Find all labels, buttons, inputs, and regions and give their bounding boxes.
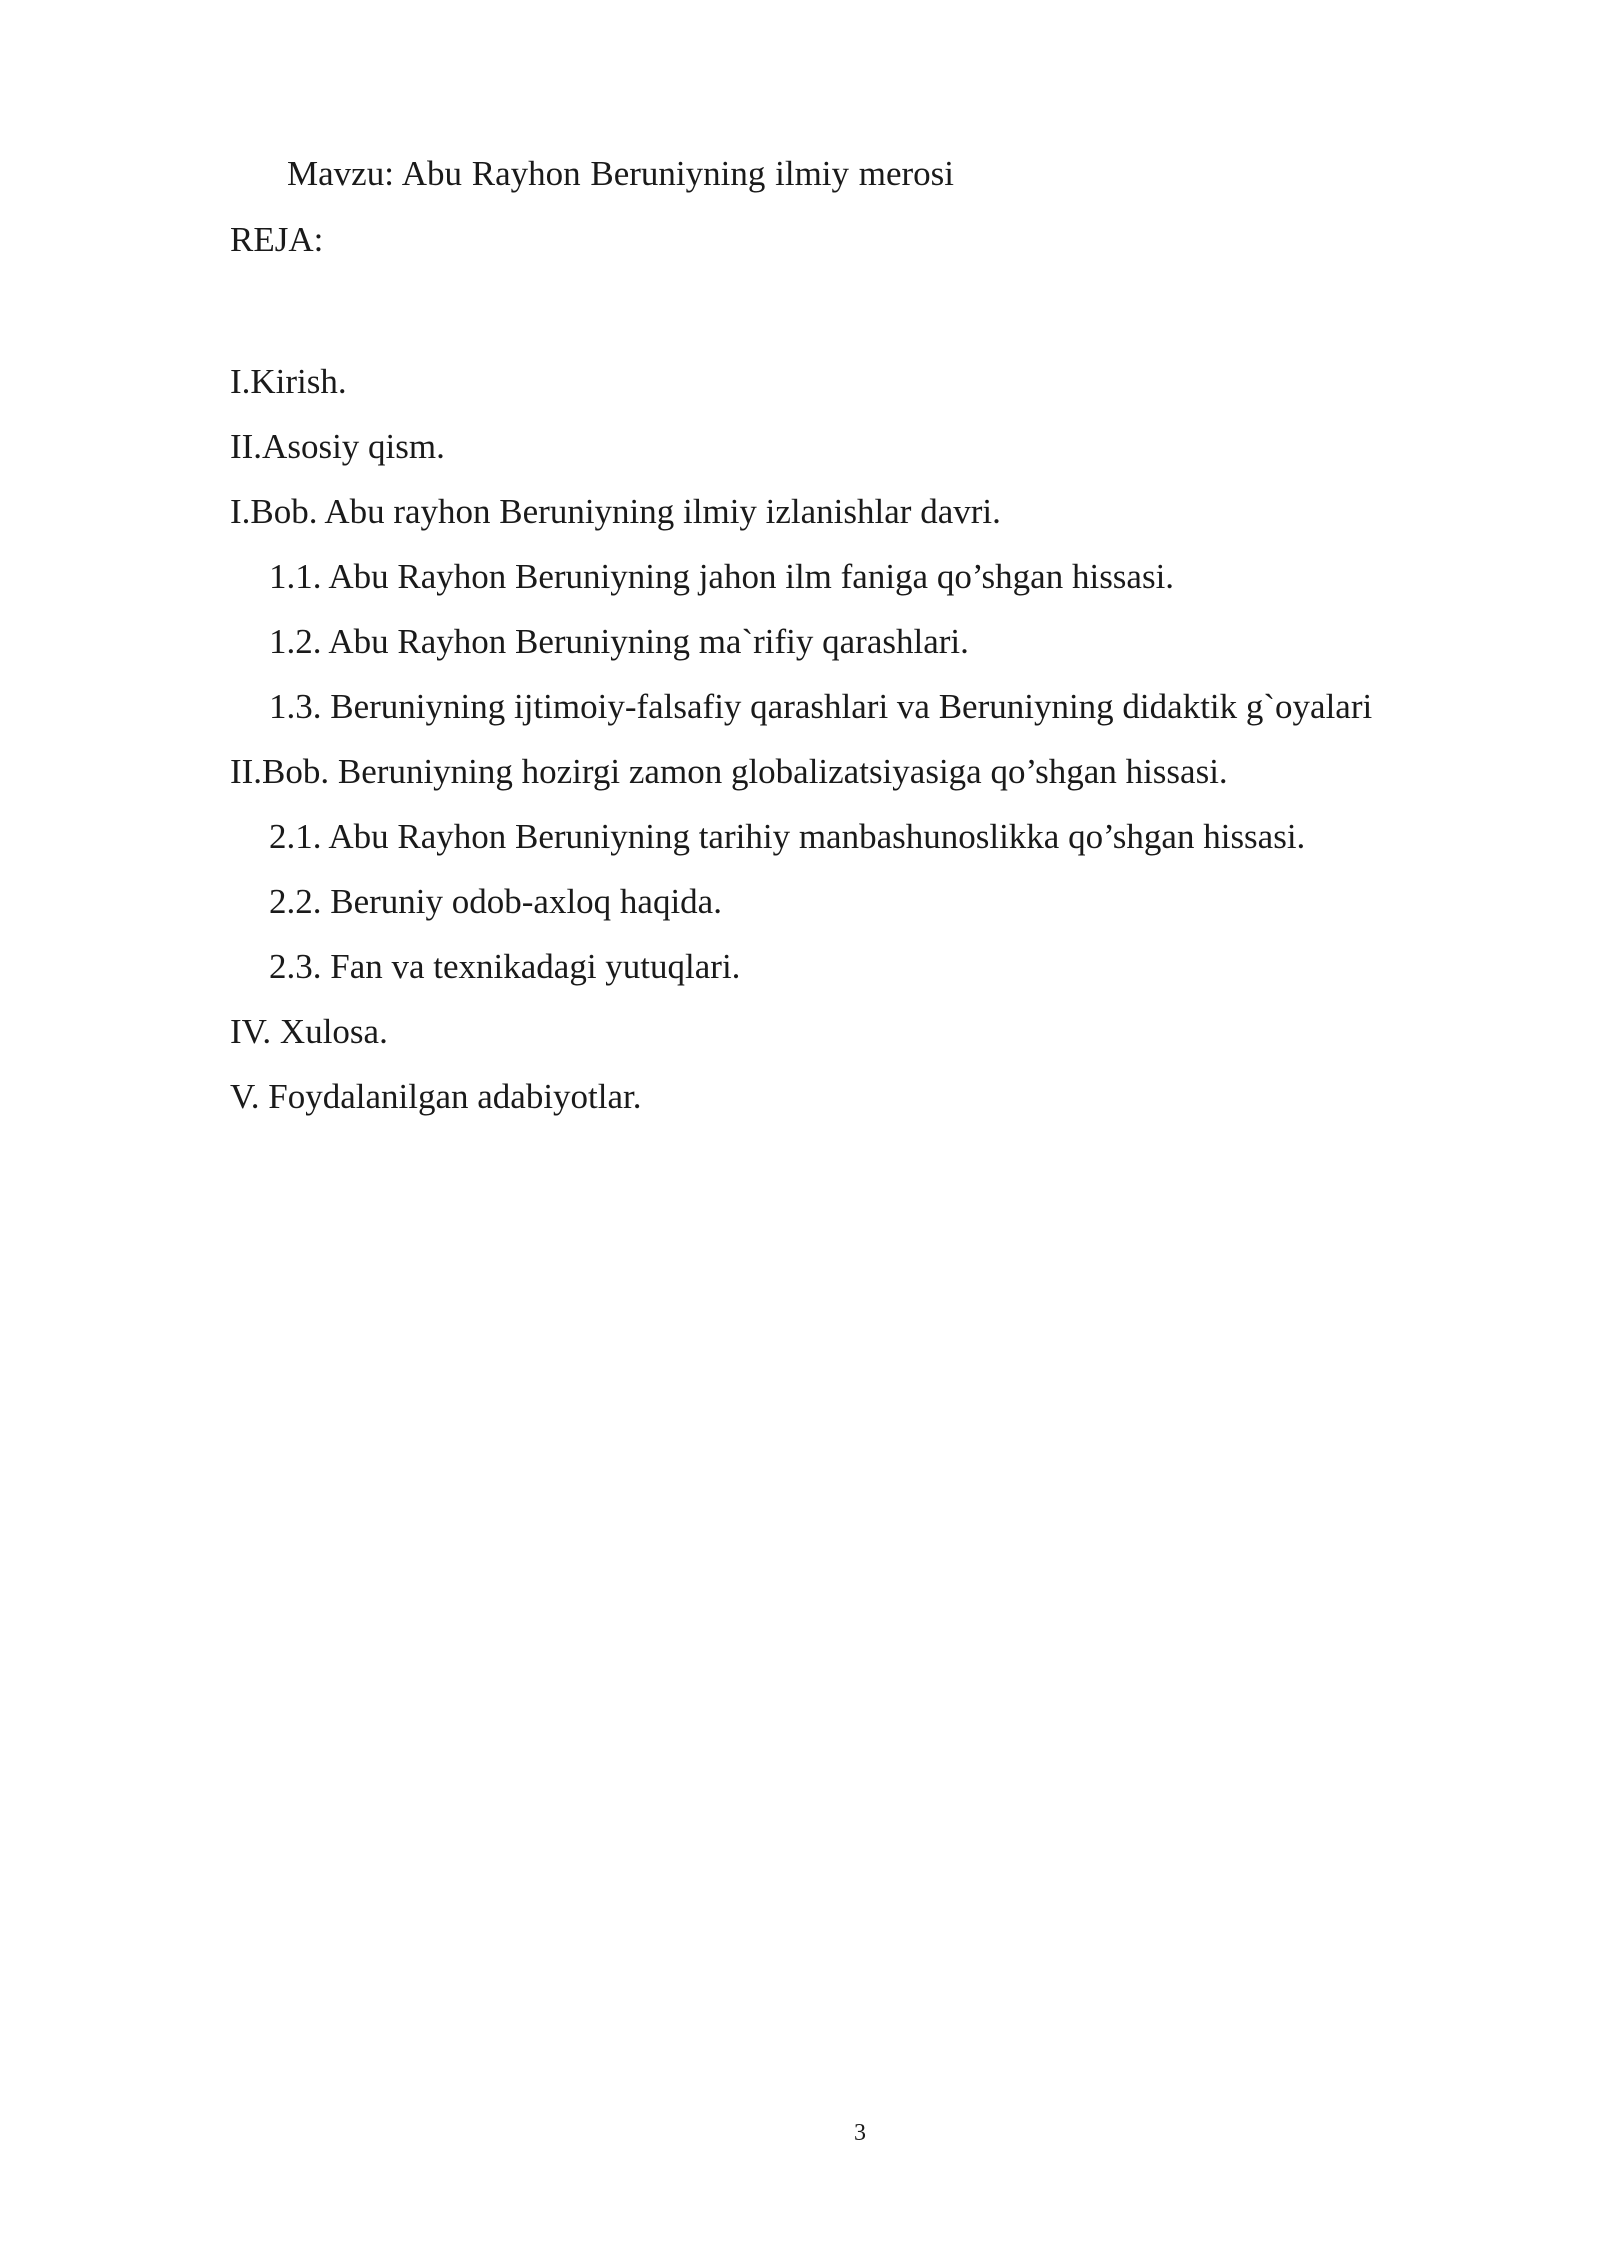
plan-item: II.Bob. Beruniyning hozirgi zamon globalizatsiyasiga qo’shgan hissasi. <box>230 752 1228 791</box>
plan-item: I.Bob. Abu rayhon Beruniyning ilmiy izlanishlar davri. <box>230 492 1001 531</box>
plan-subitem: 2.2. Beruniy odob-axloq haqida. <box>269 882 722 921</box>
document-title: Mavzu: Abu Rayhon Beruniyning ilmiy merosi <box>287 154 955 193</box>
plan-item: IV. Xulosa. <box>230 1012 388 1051</box>
plan-subitem: 2.1. Abu Rayhon Beruniyning tarihiy manbashunoslikka qo’shgan hissasi. <box>269 817 1306 856</box>
plan-subitem: 2.3. Fan va texnikadagi yutuqlari. <box>269 947 741 986</box>
plan-item: I.Kirish. <box>230 362 347 401</box>
plan-heading: REJA: <box>230 220 324 259</box>
page-number: 3 <box>854 2120 866 2146</box>
plan-subitem: 1.3. Beruniyning ijtimoiy-falsafiy qarashlari va Beruniyning didaktik g`oyalari <box>269 687 1373 726</box>
plan-list <box>230 349 1372 1129</box>
plan-item: II.Asosiy qism. <box>230 427 445 466</box>
plan-subitem: 1.2. Abu Rayhon Beruniyning ma`rifiy qarashlari. <box>269 622 969 661</box>
plan-subitem: 1.1. Abu Rayhon Beruniyning jahon ilm faniga qo’shgan hissasi. <box>269 557 1175 596</box>
plan-item: V. Foydalanilgan adabiyotlar. <box>230 1077 642 1116</box>
